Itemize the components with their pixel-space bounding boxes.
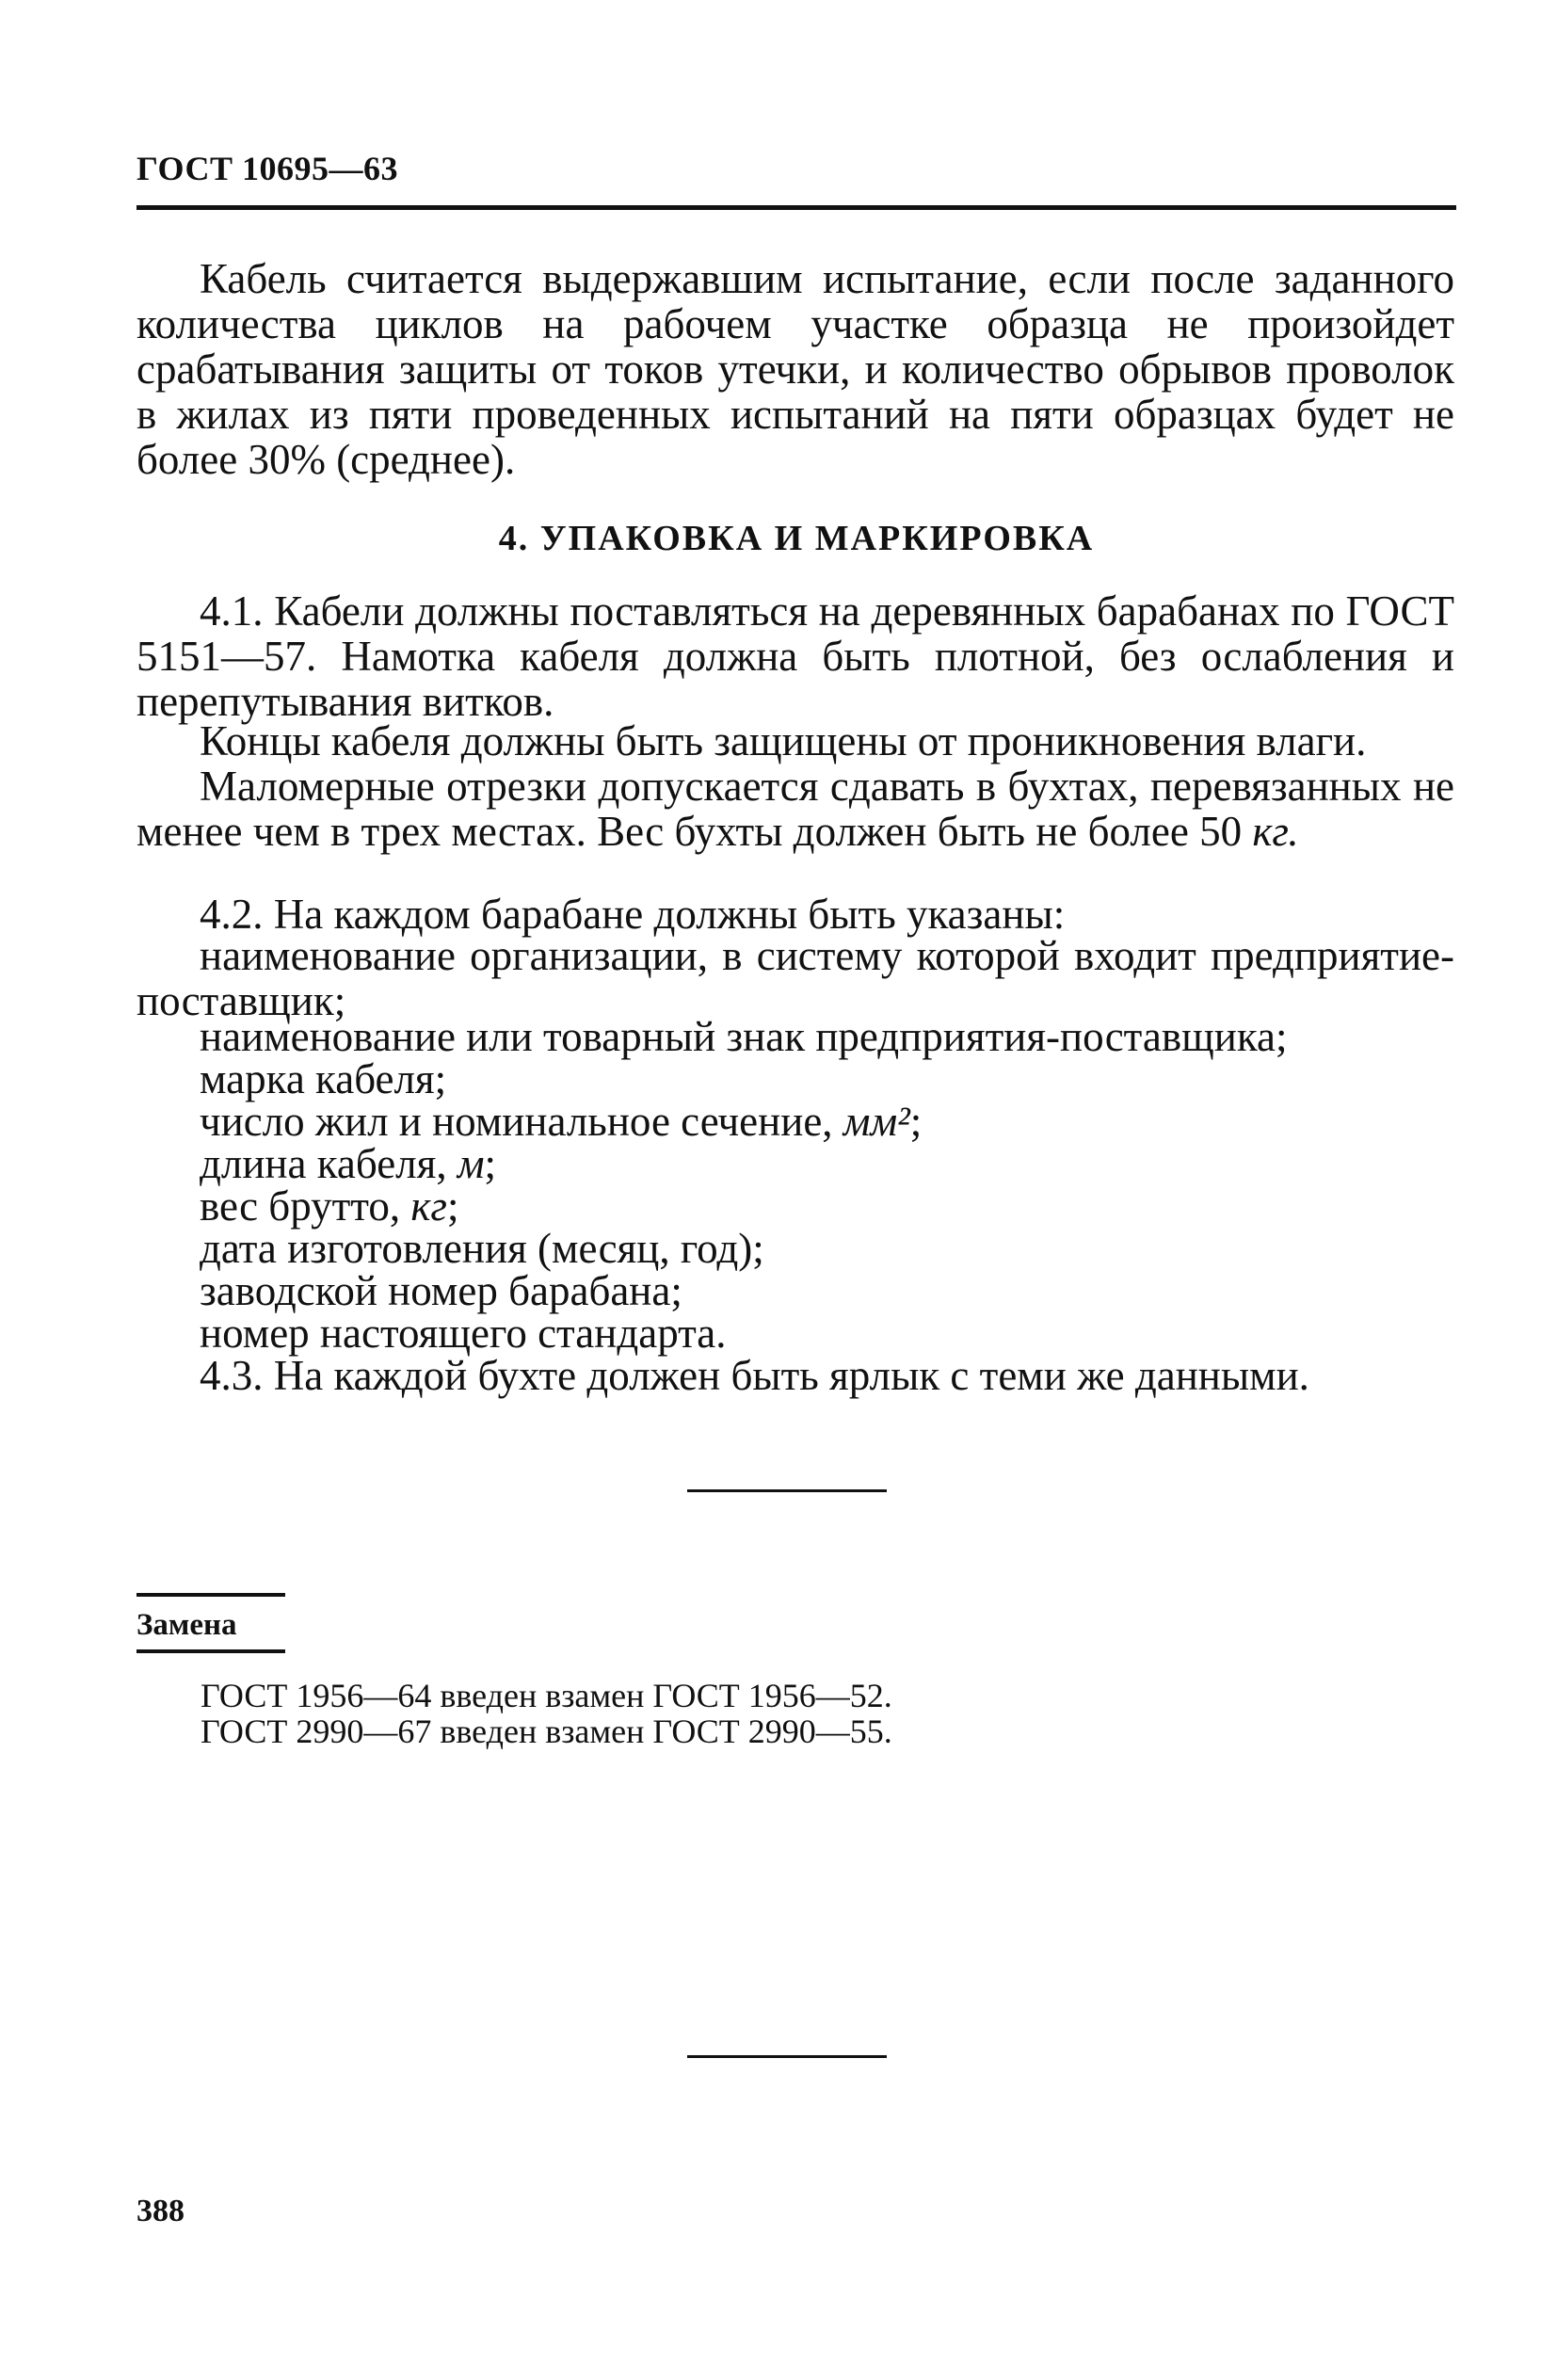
drum-item-gross <box>200 1183 458 1229</box>
cable-ends-text: Концы кабеля должны быть защищены от проникновения влаги. <box>200 717 1367 764</box>
section-heading: 4. УПАКОВКА И МАРКИРОВКА <box>498 519 1095 558</box>
cores-unit: мм² <box>843 1098 910 1145</box>
short-lengths-text: Маломерные отрезки допускается сдавать в бухтах, перевязанных не менее чем в трех местах. Вес бухты должен быть не более <box>136 763 1454 855</box>
replacement-rule-bottom <box>136 1649 285 1653</box>
length-unit: м <box>457 1140 485 1187</box>
page-number: 388 <box>136 2194 185 2228</box>
intro-paragraph: Кабель считается выдержавшим испытание, если после заданного количества циклов на рабочем участке образца не произойдет срабатывания защиты от токов утечки, и количество обрывов проволок в жилах из пяти проведенных испытаний на пяти образцах будет не более 30% (среднее). <box>136 255 1454 483</box>
replacement-rule-top <box>136 1593 285 1597</box>
cores-suffix: ; <box>909 1098 923 1145</box>
replacement-title: Замена <box>136 1608 237 1642</box>
gross-prefix: вес брутто, <box>200 1182 401 1230</box>
length-suffix: ; <box>484 1140 497 1187</box>
bottom-divider <box>687 2055 887 2058</box>
short-lengths-value: 50 <box>1199 808 1243 855</box>
drum-item-organization: наименование организации, в систему которой входит предприятие-поставщик; <box>136 932 1454 1024</box>
short-lengths-paragraph <box>136 764 1454 854</box>
header-rule <box>136 205 1456 210</box>
length-prefix: длина кабеля, <box>200 1140 447 1187</box>
drum-item-number: заводской номер барабана; <box>200 1267 682 1314</box>
drum-item-cores <box>200 1099 922 1144</box>
clause-4-3: 4.3. На каждой бухте должен быть ярлык с теми же данными. <box>200 1352 1309 1399</box>
replacement-line-1: ГОСТ 1956—64 введен взамен ГОСТ 1956—52. <box>201 1677 892 1714</box>
cores-prefix: число жил и номинальное сечение, <box>200 1098 833 1145</box>
drum-item-standard: номер настоящего стандарта. <box>200 1310 727 1357</box>
drum-item-brand: марка кабеля; <box>200 1055 447 1102</box>
section-divider <box>687 1489 887 1492</box>
gross-unit: кг <box>410 1182 447 1230</box>
replacement-line-2: ГОСТ 2990—67 введен взамен ГОСТ 2990—55. <box>201 1713 892 1750</box>
clause-4-1: 4.1. Кабели должны поставляться на деревянных барабанах по ГОСТ 5151—57. Намотка кабеля должна быть плотной, без ослабления и перепутывания витков. <box>136 587 1454 725</box>
gross-suffix: ; <box>446 1182 459 1230</box>
drum-item-date: дата изготовления (месяц, год); <box>200 1225 764 1272</box>
drum-item-length <box>200 1141 496 1186</box>
document-header: ГОСТ 10695—63 <box>136 150 398 187</box>
unit-kg: кг. <box>1252 808 1299 855</box>
clause-4-2: 4.2. На каждом барабане должны быть указаны: <box>200 891 1066 938</box>
drum-item-trademark: наименование или товарный знак предприятия-поставщика; <box>200 1013 1288 1060</box>
